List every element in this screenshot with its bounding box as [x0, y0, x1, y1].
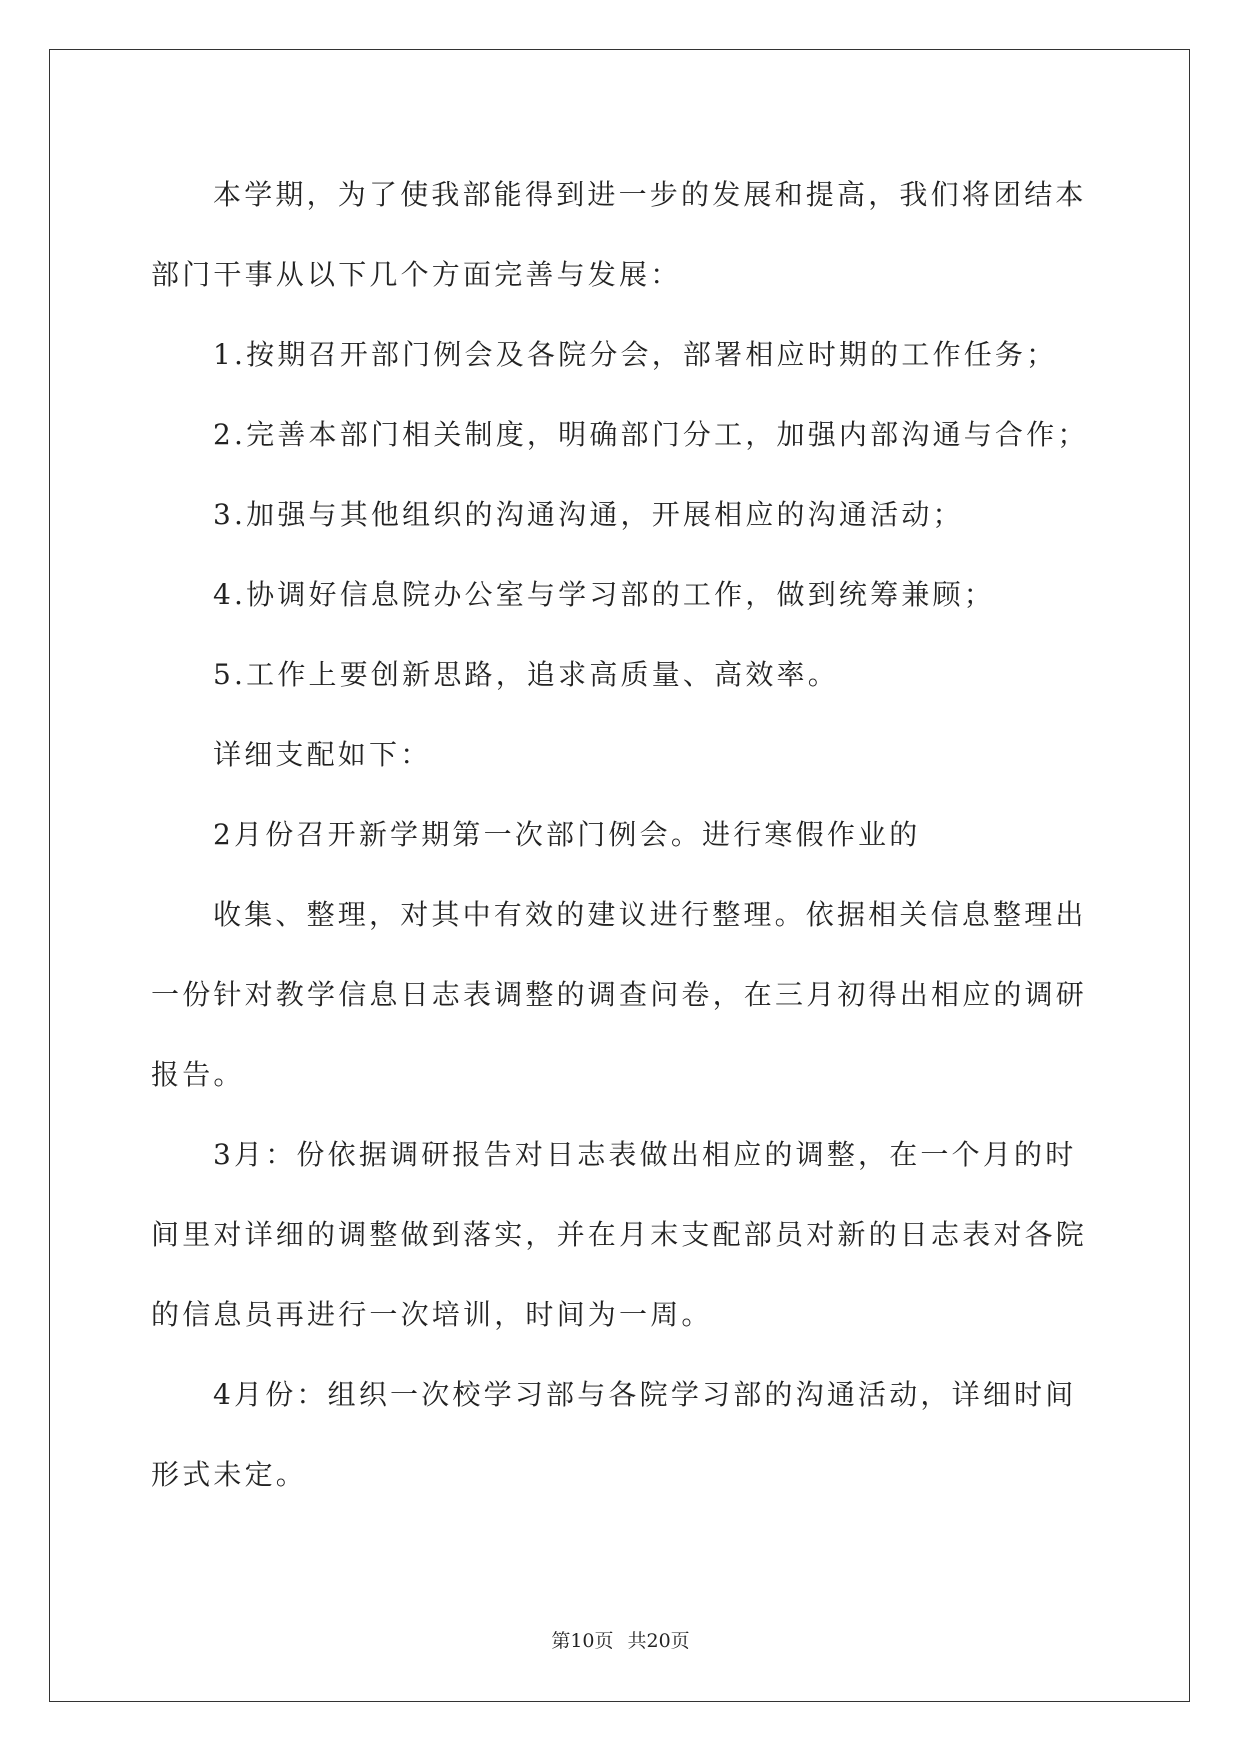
- paragraph-intro: 本学期，为了使我部能得到进一步的发展和提高，我们将团结本部门干事从以下几个方面完善与发展：: [151, 178, 1087, 291]
- list-item-2: 2.完善本部门相关制度，明确部门分工，加强内部沟通与合作；: [213, 418, 1089, 451]
- paragraph-february: 2月份召开新学期第一次部门例会。进行寒假作业的: [213, 818, 921, 851]
- list-item-4: 4.协调好信息院办公室与学习部的工作，做到统筹兼顾；: [213, 578, 995, 611]
- page-footer: [0, 1626, 1241, 1653]
- list-item-1: 1.按期召开部门例会及各院分会，部署相应时期的工作任务；: [213, 338, 1058, 371]
- paragraph-march: 3月：份依据调研报告对日志表做出相应的调整，在一个月的时间里对详细的调整做到落实，并在月末支配部员对新的日志表对各院的信息员再进行一次培训，时间为一周。: [151, 1138, 1088, 1331]
- page-total: 共20页: [627, 1630, 690, 1652]
- document-body: [151, 155, 1091, 1515]
- page-number: 第10页: [551, 1630, 614, 1652]
- paragraph-april: 4月份：组织一次校学习部与各院学习部的沟通活动，详细时间形式未定。: [151, 1378, 1077, 1491]
- paragraph-arrangement-heading: 详细支配如下：: [213, 738, 432, 771]
- paragraph-february-continued: 收集、整理，对其中有效的建议进行整理。依据相关信息整理出一份针对教学信息日志表调整的调查问卷，在三月初得出相应的调研报告。: [151, 898, 1088, 1091]
- list-item-3: 3.加强与其他组织的沟通沟通，开展相应的沟通活动；: [213, 498, 964, 531]
- list-item-5: 5.工作上要创新思路，追求高质量、高效率。: [213, 658, 839, 691]
